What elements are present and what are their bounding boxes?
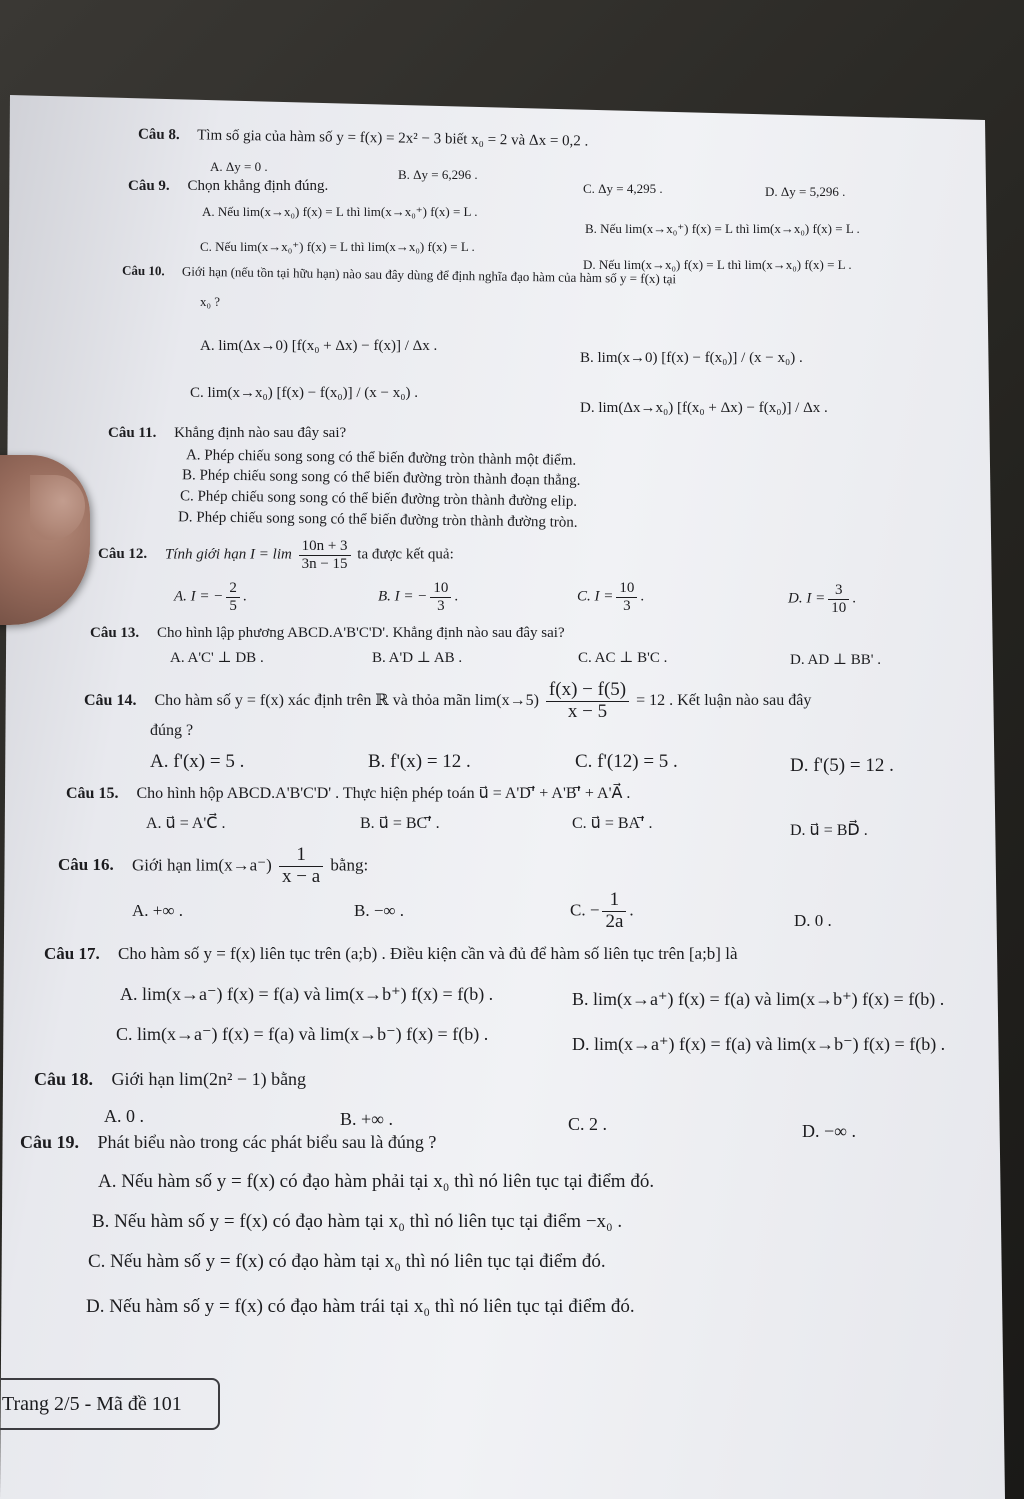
denominator: x − a (282, 865, 321, 887)
numerator: 10n + 3 (299, 538, 351, 556)
question-stem: Giới hạn lim(2n² − 1) bằng (111, 1069, 307, 1089)
option-d: D. AD ⊥ BB' . (790, 652, 881, 668)
fraction (546, 680, 629, 723)
option-b: B. lim(x→a⁺) f(x) = f(a) và lim(x→b⁺) f(x) = f(b) . (572, 989, 945, 1009)
question-number: Câu 14. (84, 692, 137, 710)
question-number: Câu 15. (66, 785, 119, 802)
option-a: A. Δy = 0 . (210, 159, 268, 174)
option-c: C. Nếu hàm số y = f(x) có đạo hàm tại x₀ thì nó liên tục tại điểm đó. (88, 1251, 606, 1272)
numerator: 1 (602, 890, 626, 912)
option-a: A. Phép chiếu song song có thể biến đường tròn thành một điểm. (185, 447, 577, 469)
question-number: Câu 12. (98, 546, 148, 563)
question-number: Câu 11. (108, 425, 157, 441)
option-prefix: C. − (570, 900, 600, 920)
question-18 (34, 1070, 306, 1090)
option-d: D. lim(x→a⁺) f(x) = f(a) và lim(x→b⁻) f(x) = f(b) . (572, 1034, 946, 1054)
option-c: C. − $\frac{1}{2a}$ . (570, 889, 634, 932)
option-a: A. A'C' ⊥ DB . (170, 650, 264, 666)
question-12 (98, 538, 454, 572)
option-c: C. f'(12) = 5 . (575, 751, 678, 772)
option-b: B. lim(x→0) [f(x) − f(x₀)] / (x − x₀) . (580, 350, 803, 366)
option-b: B. +∞ . (340, 1109, 393, 1129)
option-b: B. Δy = 6,296 . (398, 167, 478, 182)
denominator: x − 5 (567, 700, 608, 722)
option-d: D. lim(Δx→x₀) [f(x₀ + Δx) − f(x₀)] / Δx . (580, 400, 828, 416)
fraction (430, 580, 451, 614)
option-a: A. f'(x) = 5 . (150, 751, 245, 772)
question-stem: Chọn khẳng định đúng. (187, 178, 329, 194)
denominator: 10 (831, 599, 847, 616)
numerator: 10 (430, 580, 451, 598)
option-a: A. +∞ . (132, 901, 183, 920)
stem-prefix: Cho hàm số y = f(x) xác định trên ℝ và thỏa mãn lim(x→5) (154, 692, 539, 710)
option-c: C. Phép chiếu song song có thể biến đường tròn thành đường elip. (179, 488, 578, 510)
question-11 (108, 425, 346, 442)
question-stem: Cho hình hộp ABCD.A'B'C'D' . Thực hiện phép toán u⃗ = A'D'⃗ + A'B'⃗ + A'A⃗ . (136, 785, 631, 802)
fraction (226, 580, 240, 614)
option-prefix: D. I = (788, 590, 826, 607)
stem-suffix: bằng: (330, 855, 369, 875)
question-number: Câu 18. (34, 1069, 94, 1089)
option-a: A. I = − $\frac{2}{5}$ . (174, 580, 247, 614)
option-a: A. u⃗ = A'C⃗ . (146, 815, 226, 832)
question-14 (84, 680, 811, 723)
denominator: 3n − 15 (301, 555, 348, 572)
question-number: Câu 9. (128, 178, 170, 194)
fraction (279, 845, 323, 888)
option-c: C. Nếu lim(x→x₀⁺) f(x) = L thì lim(x→x₀) f(x) = L . (200, 239, 475, 254)
numerator: 2 (226, 580, 240, 598)
numerator: f(x) − f(5) (546, 680, 629, 702)
denominator: 5 (229, 597, 237, 614)
option-c: C. u⃗ = BA'⃗ . (572, 815, 653, 832)
question-number: Câu 13. (90, 625, 140, 641)
question-13 (90, 625, 565, 642)
question-stem: Cho hàm số y = f(x) liên tục trên (a;b) . Điều kiện cần và đủ để hàm số liên tục trên [a;b] là (117, 944, 738, 963)
question-number: Câu 17. (44, 944, 100, 963)
question-stem: Phát biểu nào trong các phát biểu sau là đúng ? (97, 1132, 437, 1152)
stem-prefix: Tính giới hạn I = lim (164, 546, 292, 563)
question-number: Câu 19. (20, 1132, 80, 1152)
stem-suffix: ta được kết quả: (357, 546, 454, 563)
numerator: 3 (828, 582, 849, 600)
question-number: Câu 8. (137, 126, 180, 144)
option-a: A. lim(x→a⁻) f(x) = f(a) và lim(x→b⁺) f(x) = f(b) . (120, 984, 494, 1004)
option-d: D. I = $\frac{3}{10}$ . (788, 582, 856, 616)
fraction (616, 580, 637, 614)
fraction (828, 582, 849, 616)
option-b: B. −∞ . (354, 901, 405, 920)
option-d: D. Nếu lim(x→x₀) f(x) = L thì lim(x→x₀) f(x) = L . (583, 257, 852, 272)
question-stem: Tìm số gia của hàm số y = f(x) = 2x² − 3 biết x₀ = 2 và Δx = 0,2 . (197, 127, 589, 150)
question-stem: Giới hạn (nếu tồn tại hữu hạn) nào sau đây dùng để định nghĩa đạo hàm của hàm số y = f(x) tại (181, 263, 677, 287)
question-stem: Cho hình lập phương ABCD.A'B'C'D'. Khẳng định nào sau đây sai? (156, 625, 565, 641)
option-prefix: B. I = − (378, 588, 428, 605)
question-number: Câu 16. (58, 855, 114, 875)
numerator: 1 (279, 845, 323, 867)
option-b: B. A'D ⊥ AB . (372, 650, 463, 666)
option-b: B. f'(x) = 12 . (368, 751, 471, 772)
option-d: D. f'(5) = 12 . (790, 755, 894, 776)
option-d: D. u⃗ = BD⃗ . (790, 822, 868, 839)
option-d: D. 0 . (794, 911, 832, 930)
option-a: A. Nếu hàm số y = f(x) có đạo hàm phải tại x₀ thì nó liên tục tại điểm đó. (98, 1171, 655, 1192)
option-a: A. lim(Δx→0) [f(x₀ + Δx) − f(x)] / Δx . (200, 338, 438, 354)
option-d: D. −∞ . (802, 1121, 856, 1141)
question-9 (128, 178, 328, 195)
option-c: C. AC ⊥ B'C . (578, 650, 668, 666)
fraction (299, 538, 351, 572)
option-c: C. I = $\frac{10}{3}$ . (577, 580, 645, 614)
denominator: 3 (437, 597, 445, 614)
denominator: 2a (605, 910, 624, 932)
option-d: D. Phép chiếu song song có thể biến đường tròn thành đường tròn. (177, 509, 578, 531)
option-a: A. Nếu lim(x→x₀) f(x) = L thì lim(x→x₀⁺) f(x) = L . (202, 204, 478, 219)
option-c: C. lim(x→a⁻) f(x) = f(a) và lim(x→b⁻) f(x) = f(b) . (116, 1024, 489, 1044)
option-b: B. Phép chiếu song song có thể biến đường tròn thành đoạn thẳng. (181, 467, 581, 489)
question-19 (20, 1133, 436, 1153)
question-stem-continued: đúng ? (150, 722, 194, 739)
option-d: D. Δy = 5,296 . (765, 184, 846, 199)
question-stem-continued: x₀ ? (200, 294, 221, 309)
option-d: D. Nếu hàm số y = f(x) có đạo hàm trái tại x₀ thì nó liên tục tại điểm đó. (86, 1296, 635, 1317)
page-footer: Trang 2/5 - Mã đề 101 (0, 1378, 220, 1430)
option-b: B. Nếu hàm số y = f(x) có đạo hàm tại x₀ thì nó liên tục tại điểm −x₀ . (92, 1211, 623, 1232)
option-c: C. 2 . (568, 1114, 608, 1134)
question-number: Câu 10. (121, 262, 165, 279)
option-c: C. lim(x→x₀) [f(x) − f(x₀)] / (x − x₀) . (190, 385, 418, 401)
denominator: 3 (623, 597, 631, 614)
option-prefix: C. I = (577, 588, 614, 605)
fraction (602, 890, 626, 933)
question-stem: Khẳng định nào sau đây sai? (174, 425, 347, 441)
stem-suffix: = 12 . Kết luận nào sau đây (636, 692, 812, 710)
question-15 (66, 785, 630, 803)
question-16 (58, 845, 368, 888)
option-b: B. u⃗ = BC'⃗ . (360, 815, 440, 832)
numerator: 10 (616, 580, 637, 598)
option-c: C. Δy = 4,295 . (583, 181, 663, 196)
question-17 (44, 945, 738, 964)
option-prefix: A. I = − (174, 588, 224, 605)
option-b: B. I = − $\frac{10}{3}$ . (378, 580, 459, 614)
stem-prefix: Giới hạn lim(x→a⁻) (131, 855, 272, 875)
option-a: A. 0 . (104, 1106, 144, 1126)
option-b: B. Nếu lim(x→x₀⁺) f(x) = L thì lim(x→x₀) f(x) = L . (585, 221, 860, 236)
